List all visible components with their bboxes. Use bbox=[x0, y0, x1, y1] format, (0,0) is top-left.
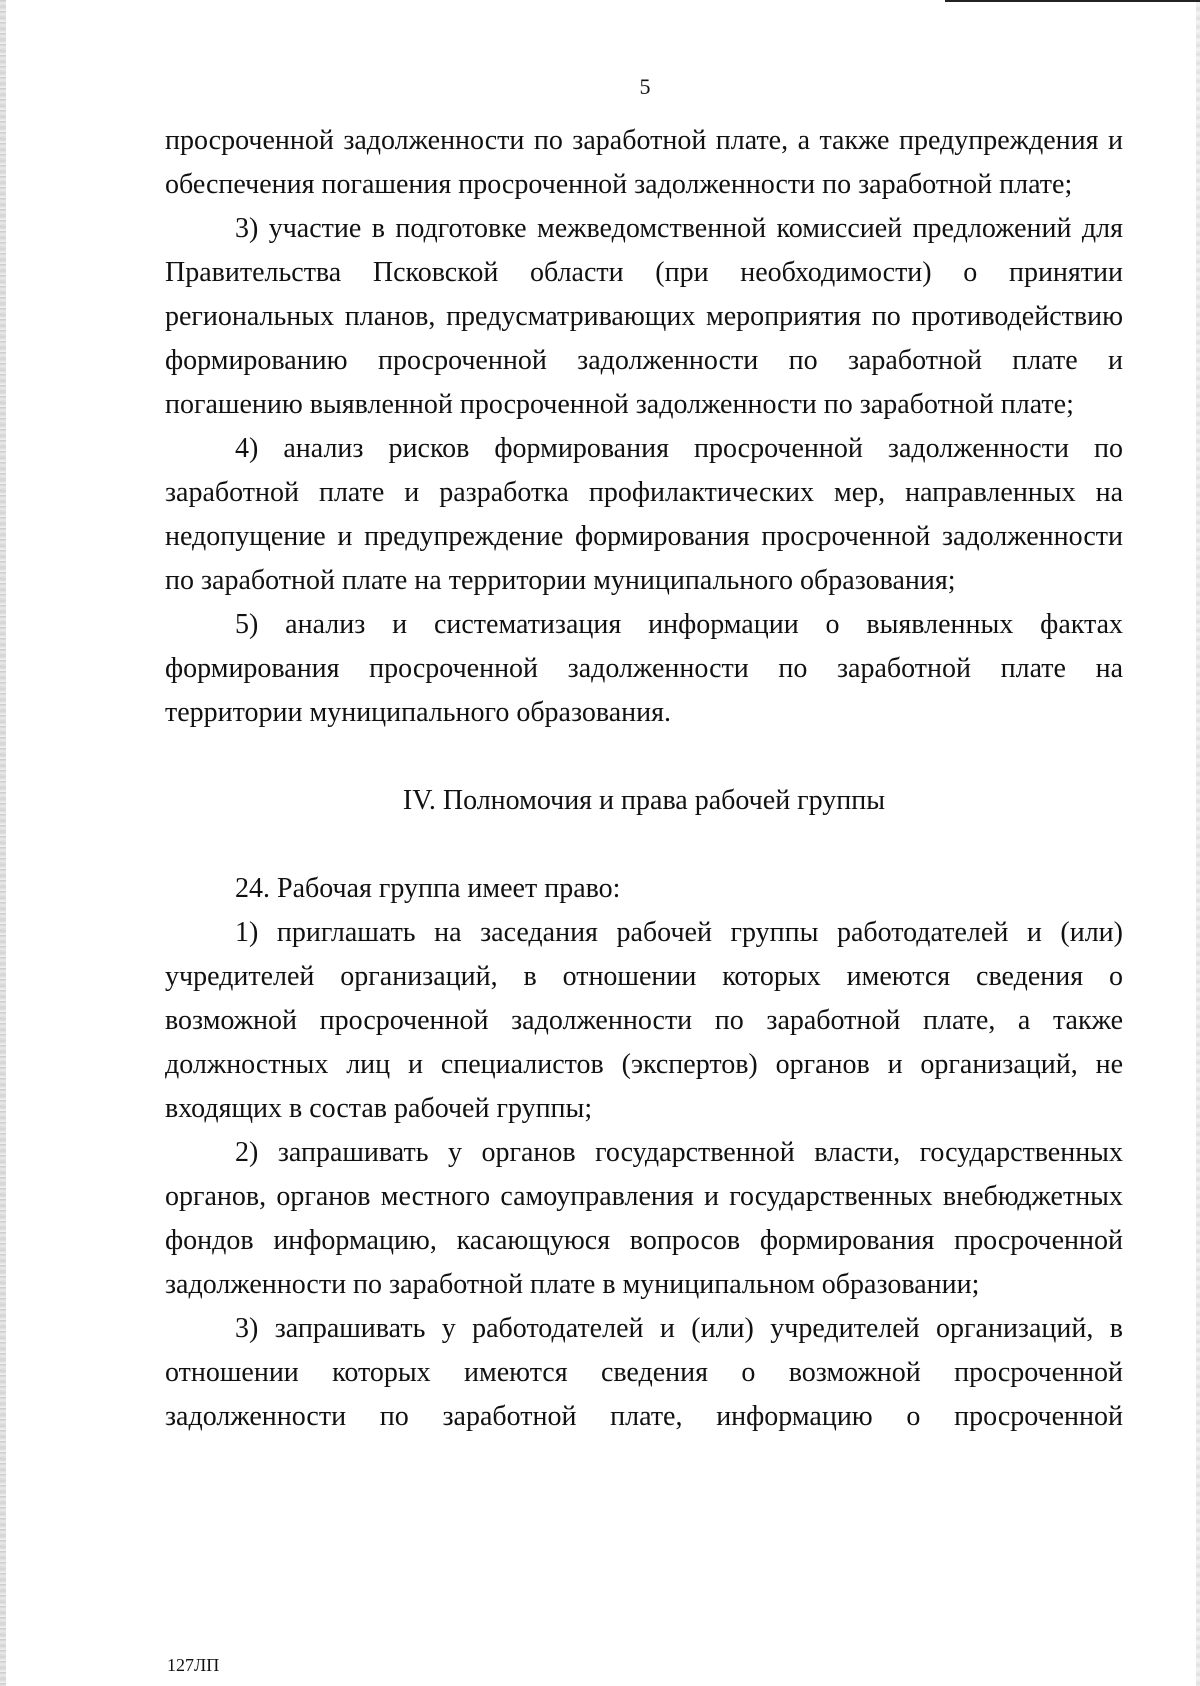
list-item-3: 3) участие в подготовке межведомственной комиссией предложений для Правительства Псковской области (при необходимости) о принятии региональных планов, предусматривающих мероприятия по противодействию формированию просроченной задолженности по заработной плате и погашению выявленной просроченной задолженности по заработной плате; bbox=[165, 213, 1123, 420]
paragraph-continuation: просроченной задолженности по заработной плате, а также предупреждения и обеспечения погашения просроченной задолженности по заработной плате; bbox=[165, 125, 1123, 200]
document-body bbox=[165, 119, 1123, 1439]
list-item-4: 4) анализ рисков формирования просроченной задолженности по заработной плате и разработка профилактических мер, направленных на недопущение и предупреждение формирования просроченной задолженности по заработной плате на территории муниципального образования; bbox=[165, 433, 1123, 596]
scan-edge-left bbox=[0, 0, 6, 1686]
section-heading: IV. Полномочия и права рабочей группы bbox=[402, 785, 886, 816]
right-item-3: 3) запрашивать у работодателей и (или) учредителей организаций, в отношении которых имеются сведения о возможной просроченной задолженности по заработной плате, информацию о просроченной bbox=[165, 1313, 1123, 1432]
scan-edge-top bbox=[945, 0, 1200, 2]
right-item-1: 1) приглашать на заседания рабочей группы работодателей и (или) учредителей организаций, в отношении которых имеются сведения о возможной просроченной задолженности по заработной плате, а также должностных лиц и специалистов (экспертов) органов и организаций, не входящих в состав рабочей группы; bbox=[165, 917, 1123, 1124]
clause-24: 24. Рабочая группа имеет право: bbox=[235, 873, 621, 904]
right-item-2: 2) запрашивать у органов государственной власти, государственных органов, органов местного самоуправления и государственных внебюджетных фондов информацию, касающуюся вопросов формирования просроченной задолженности по заработной плате в муниципальном образовании; bbox=[165, 1137, 1123, 1300]
list-item-5: 5) анализ и систематизация информации о выявленных фактах формирования просроченной задолженности по заработной плате на территории муниципального образования. bbox=[165, 609, 1123, 728]
document-code: 127ЛП bbox=[167, 1655, 220, 1675]
page-number: 5 bbox=[639, 74, 651, 99]
scan-edge-right bbox=[1196, 0, 1200, 1686]
